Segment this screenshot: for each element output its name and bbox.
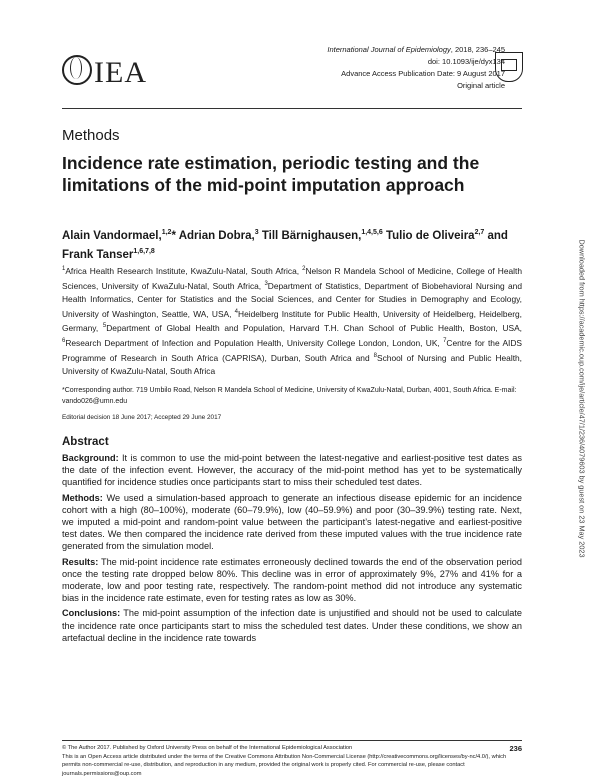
article-title: Incidence rate estimation, periodic testing and the limitations of the mid-point imputation approach	[62, 152, 502, 196]
iea-logo	[62, 55, 147, 90]
abstract-paragraph	[62, 492, 522, 553]
affiliation-text: Heidelberg Institute for Public Health, University of Heidelberg, Heidelberg, Germany,	[62, 308, 522, 333]
affiliation-text: Africa Health Research Institute, KwaZulu-Natal, South Africa,	[65, 266, 302, 276]
header-rule	[62, 108, 522, 109]
logo-text: IEA	[94, 56, 147, 89]
affiliation-number: 4	[235, 309, 238, 315]
affiliation-text: School of Nursing and Public Health, University of KwaZulu-Natal, South Africa	[62, 353, 522, 376]
author-affiliation-marker: 1,6,7,8	[133, 248, 154, 255]
affiliation-number: 3	[264, 281, 267, 287]
author-affiliation-marker: 1,2	[162, 229, 172, 236]
abstract-paragraph	[62, 556, 522, 605]
journal-name: International Journal of Epidemiology	[327, 45, 450, 54]
author-name: Frank Tanser	[62, 249, 133, 261]
author-affiliation-marker: 3	[255, 229, 259, 236]
oup-crest-icon	[495, 52, 523, 82]
abstract-section-text: The mid-point assumption of the infection date is unjustified and should not be used to calculate the incidence rate once participants start to miss the scheduled test dates. Under these conditions, we show an artefactual decline in the incidence rate towards	[62, 608, 522, 642]
abstract-section-text: It is common to use the mid-point between the latest-negative and earliest-positive test dates as the date of the infection event. However, the accuracy of the mid-point method has yet to be systematically quantified for incidence studies once participants start to miss their scheduled test dates.	[62, 453, 522, 487]
abstract-section-text: The mid-point incidence rate estimates erroneously declined towards the end of the observation period once the testing rate dropped below 80%. This decline was in error of approximately 9%, 27% and 41% for a moderate, low and poor testing rate, respectively. The random-point method did not introduce any systematic bias in the incidence rate estimate, even for testing rates as low as 30%.	[62, 557, 522, 604]
footer-notice	[62, 744, 522, 778]
doi[interactable]: doi: 10.1093/ije/dyx134	[327, 56, 505, 68]
author-name: Adrian Dobra,	[179, 230, 255, 242]
abstract-section-label: Background:	[62, 453, 119, 463]
affiliation-number: 8	[374, 353, 377, 359]
abstract-section-text: We used a simulation-based approach to generate an infectious disease epidemic for an incidence cohort with a high (80–100%), moderate (60–79.9%), low (40–59.9%) and poor (30–39.9%) testing rate. Next, we imputed a mid-point and random-point value between the participant’s latest-negative and earliest-positive test dates. We then compared the incidence rate derived from these imputed values with the true incidence rate generated from the simulation model.	[62, 493, 522, 552]
abstract-body	[62, 452, 522, 647]
affiliation-number: 7	[443, 338, 446, 344]
affiliations	[62, 263, 522, 378]
download-sidebar	[576, 210, 588, 590]
abstract-paragraph	[62, 452, 522, 489]
abstract-heading: Abstract	[62, 436, 109, 448]
author-list	[62, 225, 522, 263]
author-separator: *	[171, 230, 178, 242]
globe-icon	[62, 55, 92, 85]
corresponding-author: *Corresponding author. 719 Umbilo Road, Nelson R Mandela School of Medicine, University of KwaZulu-Natal, Durban, 4001, South Africa. E-mail: vando026@umn.edu	[62, 386, 522, 407]
journal-citation	[327, 44, 505, 56]
author-affiliation-marker: 2,7	[475, 229, 485, 236]
affiliation-number: 1	[62, 266, 65, 272]
abstract-section-label: Results:	[62, 557, 98, 567]
journal-meta	[327, 44, 505, 92]
footer-rule	[62, 740, 522, 741]
author-name: Till Bärnighausen,	[262, 230, 361, 242]
advance-access-date: Advance Access Publication Date: 9 August 2017	[327, 68, 505, 80]
abstract-section-label: Methods:	[62, 493, 103, 503]
download-note: Downloaded from https://academic.oup.com/ije/article/47/1/236/4079603 by guest on 23 May 2023	[578, 209, 587, 589]
affiliation-text: Centre for the AIDS Programme of Research in South Africa (CAPRISA), Durban, South Africa and	[62, 338, 522, 363]
affiliation-text: Department of Statistics, Department of Biobehavioral Nursing and Health Informatics, Center for Statistics and the Social Sciences, and Center for Studies in Demography and Ecology, University of Washington, Seattle, WA, USA,	[62, 281, 522, 319]
section-label: Methods	[62, 127, 120, 144]
journal-details: , 2018, 236–245	[451, 45, 505, 54]
affiliation-number: 6	[62, 338, 65, 344]
affiliation-text: Research Department of Infection and Population Health, University College London, London, UK,	[65, 338, 443, 348]
affiliation-text: Department of Global Health and Population, Harvard T.H. Chan School of Public Health, Boston, USA,	[106, 323, 522, 333]
copyright-line: © The Author 2017. Published by Oxford University Press on behalf of the International Epidemiological Association	[62, 744, 522, 753]
abstract-section-label: Conclusions:	[62, 608, 120, 618]
page-number: 236	[509, 744, 522, 753]
author-name: Tulio de Oliveira	[386, 230, 475, 242]
article-type: Original article	[327, 80, 505, 92]
author-affiliation-marker: 1,4,5,6	[361, 229, 382, 236]
author-separator: and	[484, 230, 508, 242]
abstract-paragraph	[62, 607, 522, 644]
author-name: Alain Vandormael,	[62, 230, 162, 242]
license-text: This is an Open Access article distributed under the terms of the Creative Commons Attribution Non-Commercial License (http://creativecommons.org/licenses/by-nc/4.0/), which permits non-commercial re-use, distribution, and reproduction in any medium, provided the original work is properly cited. For commercial re-use, please contact journals.permissions@oup.com	[62, 753, 522, 778]
editorial-dates: Editorial decision 18 June 2017; Accepted 29 June 2017	[62, 414, 221, 421]
affiliation-number: 5	[103, 323, 106, 329]
affiliation-text: Nelson R Mandela School of Medicine, College of Health Sciences, University of KwaZulu-Natal, South Africa,	[62, 266, 522, 291]
affiliation-number: 2	[302, 266, 305, 272]
